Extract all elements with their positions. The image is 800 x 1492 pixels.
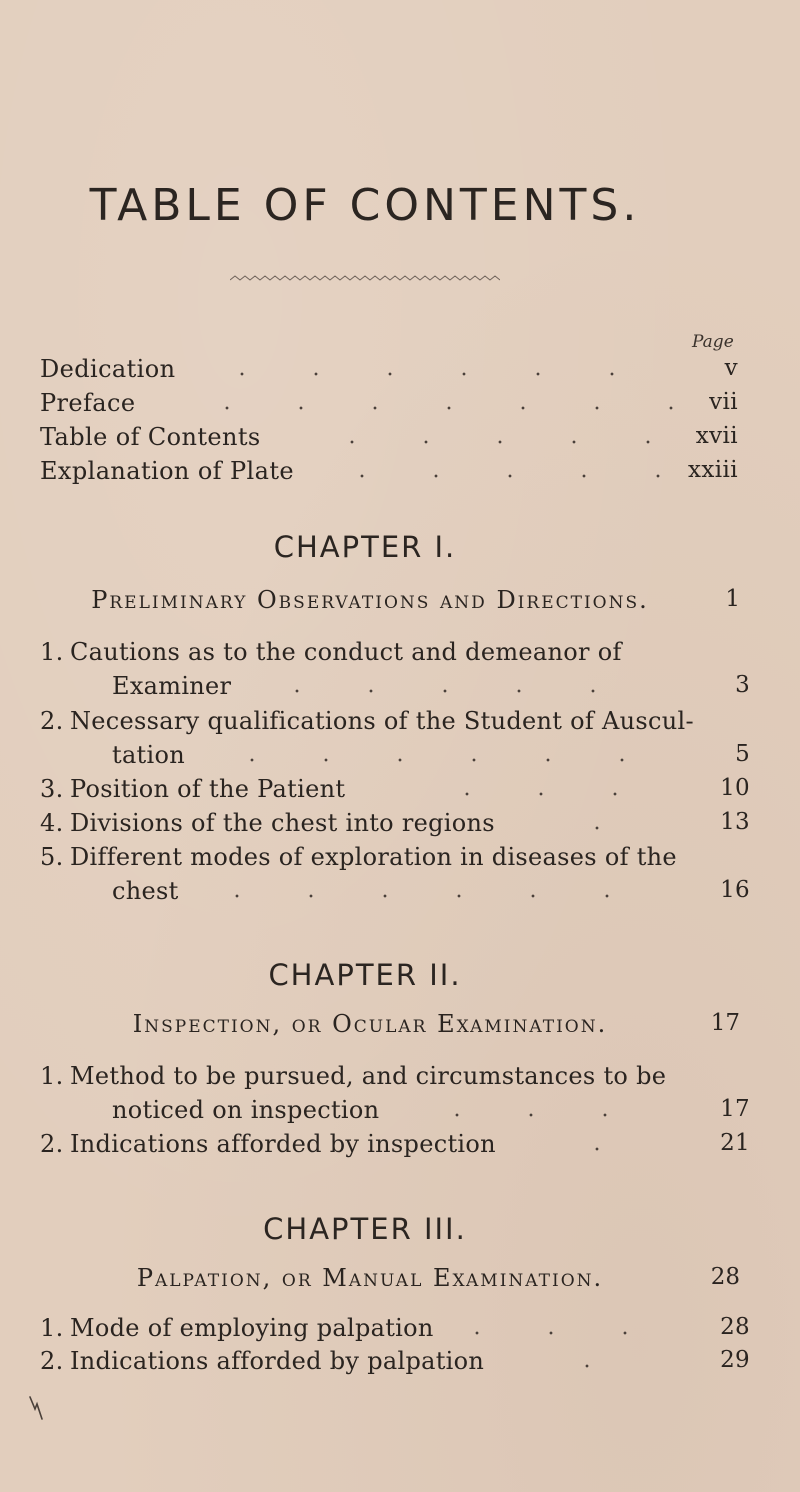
dot-leader bbox=[550, 1363, 650, 1369]
dot-leader bbox=[315, 439, 675, 445]
entry-number: 1. bbox=[40, 1314, 64, 1342]
dot-leader bbox=[190, 405, 675, 411]
entry-text-continued: noticed on inspection bbox=[112, 1096, 380, 1124]
chapter-heading: CHAPTER III. bbox=[263, 1212, 467, 1246]
toc-page-number: xvii bbox=[695, 423, 738, 449]
entry-page-number: 21 bbox=[720, 1130, 750, 1156]
entry-text: Indications afforded by palpation bbox=[70, 1347, 485, 1375]
toc-row-explanation-of-plate[interactable] bbox=[40, 457, 738, 487]
entry-number: 4. bbox=[40, 809, 64, 837]
entry-text: Cautions as to the conduct and demeanor of bbox=[70, 638, 622, 666]
toc-row-preface[interactable] bbox=[40, 389, 738, 419]
entry-text-continued: tation bbox=[112, 741, 185, 769]
ornament-rule-icon bbox=[230, 274, 500, 282]
entry-number: 2. bbox=[40, 1130, 64, 1158]
toc-page-number: v bbox=[724, 355, 738, 381]
chapter-page-number: 1 bbox=[725, 586, 740, 612]
page-column-label: Page bbox=[692, 332, 734, 352]
dot-leader bbox=[440, 1330, 650, 1336]
chapter-page-number: 17 bbox=[710, 1010, 740, 1036]
entry-number: 5. bbox=[40, 843, 64, 871]
chapter-heading: CHAPTER II. bbox=[268, 958, 462, 992]
entry-page-number: 3 bbox=[735, 672, 750, 698]
entry-text: Mode of employing palpation bbox=[70, 1314, 434, 1342]
chapter-subtitle: Preliminary Observations and Directions. bbox=[91, 586, 649, 614]
entry-page-number: 13 bbox=[720, 809, 750, 835]
chapter-page-number: 28 bbox=[710, 1264, 740, 1290]
entry-text: Method to be pursued, and circumstances to be bbox=[70, 1062, 667, 1090]
dot-leader bbox=[215, 757, 650, 763]
dot-leader bbox=[430, 791, 650, 797]
toc-row-table-of-contents[interactable] bbox=[40, 423, 738, 453]
entry-text: Position of the Patient bbox=[70, 775, 346, 803]
entry-text-continued: chest bbox=[112, 877, 179, 905]
entry-page-number: 17 bbox=[720, 1096, 750, 1122]
toc-page-number: vii bbox=[709, 389, 738, 415]
entry-text: Different modes of exploration in diseases of the bbox=[70, 843, 677, 871]
dot-leader bbox=[200, 893, 650, 899]
dot-leader bbox=[325, 473, 675, 479]
toc-label: Preface bbox=[40, 389, 136, 417]
dot-leader bbox=[560, 1146, 650, 1152]
chapter-heading: CHAPTER I. bbox=[273, 530, 457, 564]
dot-leader bbox=[560, 825, 650, 831]
chapter-subtitle: Inspection, or Ocular Examination. bbox=[132, 1010, 608, 1038]
toc-row-dedication[interactable] bbox=[40, 355, 738, 385]
entry-number: 1. bbox=[40, 638, 64, 666]
entry-page-number: 16 bbox=[720, 877, 750, 903]
ink-mark-icon bbox=[27, 1395, 47, 1421]
entry-number: 3. bbox=[40, 775, 64, 803]
entry-number: 2. bbox=[40, 707, 64, 735]
page-title: TABLE OF CONTENTS. bbox=[89, 180, 641, 231]
toc-label: Dedication bbox=[40, 355, 176, 383]
entry-page-number: 5 bbox=[735, 741, 750, 767]
entry-text: Necessary qualifications of the Student of Auscul- bbox=[70, 707, 694, 735]
entry-text: Divisions of the chest into regions bbox=[70, 809, 495, 837]
toc-page-number: xxiii bbox=[687, 457, 738, 483]
entry-number: 2. bbox=[40, 1347, 64, 1375]
dot-leader bbox=[260, 688, 650, 694]
entry-text-continued: Examiner bbox=[112, 672, 232, 700]
entry-number: 1. bbox=[40, 1062, 64, 1090]
entry-text: Indications afforded by inspection bbox=[70, 1130, 496, 1158]
dot-leader bbox=[420, 1112, 650, 1118]
entry-page-number: 28 bbox=[720, 1314, 750, 1340]
toc-label: Table of Contents bbox=[40, 423, 261, 451]
entry-page-number: 29 bbox=[720, 1347, 750, 1373]
entry-page-number: 10 bbox=[720, 775, 750, 801]
toc-label: Explanation of Plate bbox=[40, 457, 294, 485]
chapter-subtitle: Palpation, or Manual Examination. bbox=[136, 1264, 604, 1292]
dot-leader bbox=[205, 371, 675, 377]
